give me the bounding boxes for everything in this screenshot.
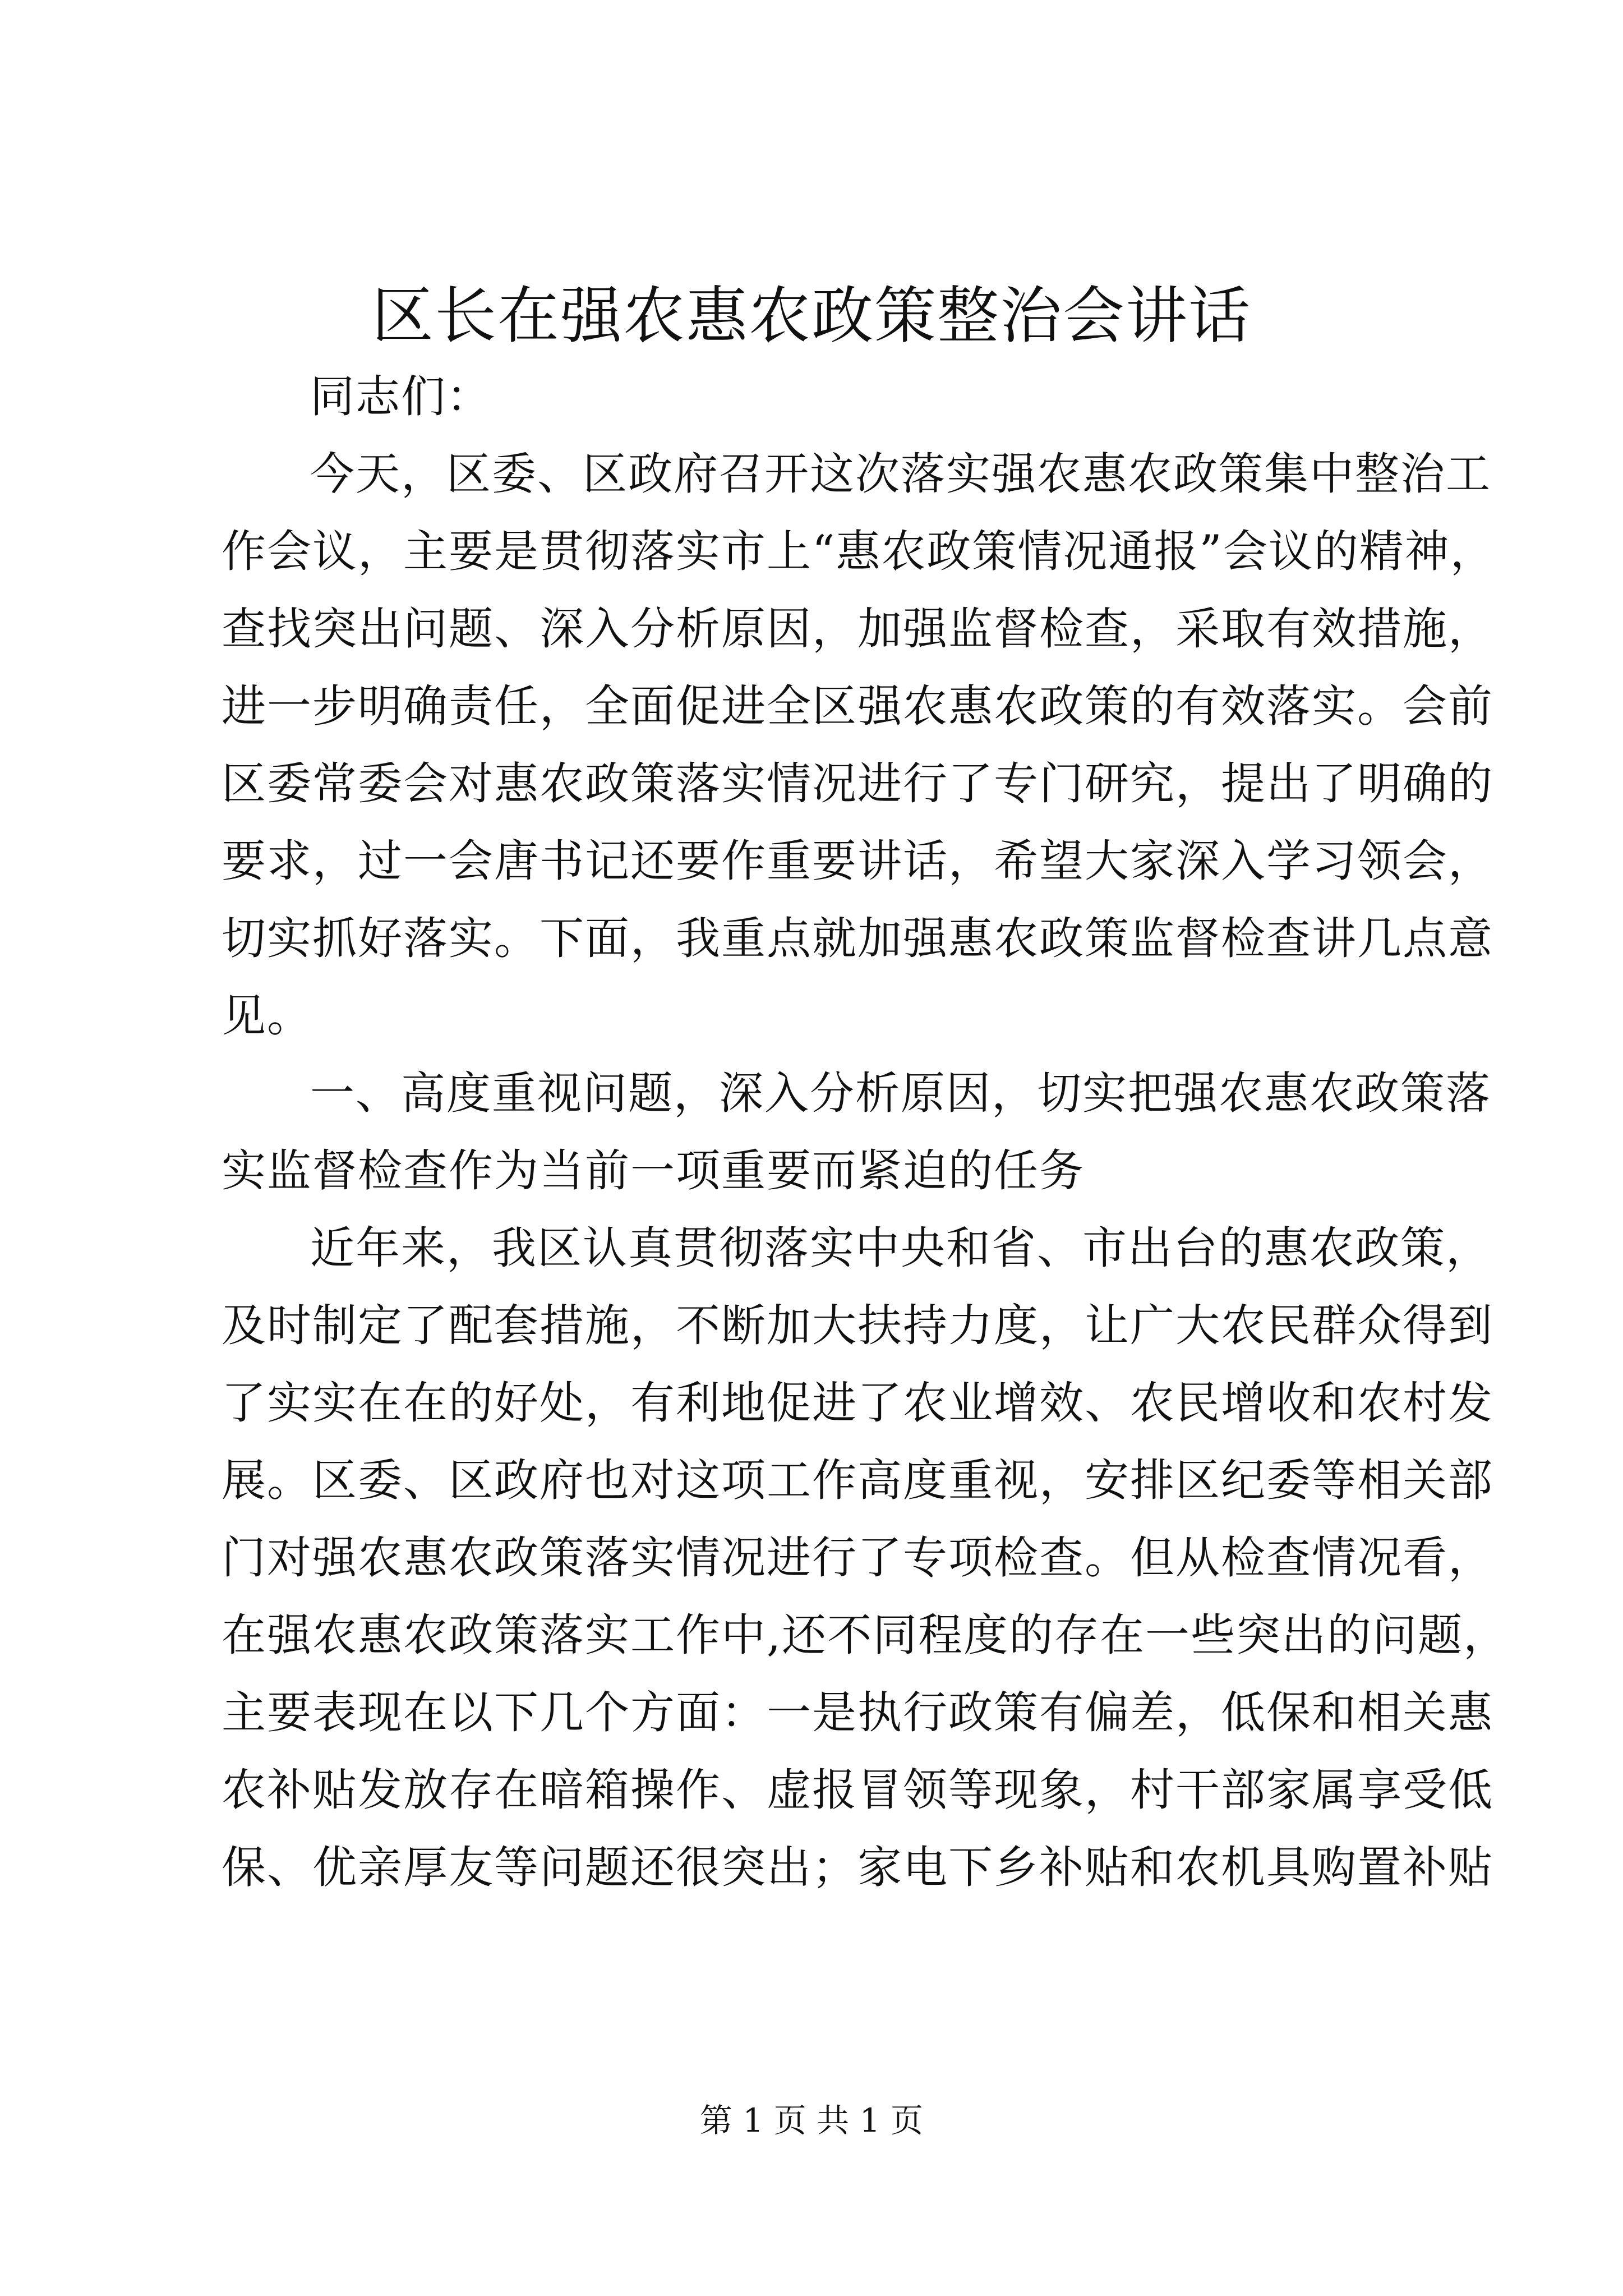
paragraph-line: 切实抓好落实。下面，我重点就加强惠农政策监督检查讲几点意 bbox=[222, 913, 1493, 964]
document-body bbox=[222, 358, 1509, 1906]
paragraph-2 bbox=[222, 1209, 1509, 1906]
paragraph-line: 见。 bbox=[222, 990, 312, 1042]
salutation: 同志们： bbox=[310, 371, 492, 422]
paragraph-line: 今天，区委、区政府召开这次落实强农惠农政策集中整治工 bbox=[310, 448, 1491, 500]
section-heading-1 bbox=[222, 1055, 1491, 1209]
paragraph-line: 进一步明确责任，全面促进全区强农惠农政策的有效落实。会前 bbox=[222, 680, 1493, 732]
paragraph-line: 了实实在在的好处，有利地促进了农业增效、农民增收和农村发 bbox=[222, 1377, 1493, 1429]
paragraph-line: 及时制定了配套措施，不断加大扶持力度，让广大农民群众得到 bbox=[222, 1300, 1493, 1351]
heading-line: 一、高度重视问题，深入分析原因，切实把强农惠农政策落 bbox=[310, 1068, 1491, 1119]
paragraph-line: 在强农惠农政策落实工作中,还不同程度的存在一些突出的问题， bbox=[222, 1609, 1509, 1661]
document-title: 区长在强农惠农政策整治会讲话 bbox=[372, 280, 1251, 352]
heading-line: 实监督检查作为当前一项重要而紧迫的任务 bbox=[222, 1145, 1085, 1197]
paragraph-line: 展。区委、区政府也对这项工作高度重视，安排区纪委等相关部 bbox=[222, 1455, 1493, 1506]
paragraph-line: 保、优亲厚友等问题还很突出；家电下乡补贴和农机具购置补贴 bbox=[222, 1842, 1493, 1893]
paragraph-line: 要求，过一会唐书记还要作重要讲话，希望大家深入学习领会， bbox=[222, 835, 1493, 887]
paragraph-line: 门对强农惠农政策落实情况进行了专项检查。但从检查情况看， bbox=[222, 1532, 1493, 1584]
page-number-footer: 第 1 页 共 1 页 bbox=[700, 2101, 923, 2139]
paragraph-1 bbox=[222, 435, 1496, 1055]
paragraph-line: 农补贴发放存在暗箱操作、虚报冒领等现象，村干部家属享受低 bbox=[222, 1764, 1493, 1816]
paragraph-line: 查找突出问题、深入分析原因，加强监督检查，采取有效措施， bbox=[222, 603, 1493, 655]
paragraph-line: 区委常委会对惠农政策落实情况进行了专门研究，提出了明确的 bbox=[222, 758, 1493, 809]
paragraph-line: 近年来，我区认真贯彻落实中央和省、市出台的惠农政策， bbox=[310, 1222, 1491, 1274]
paragraph-line: 主要表现在以下几个方面：一是执行政策有偏差，低保和相关惠 bbox=[222, 1687, 1493, 1738]
paragraph-line: 作会议，主要是贯彻落实市上“惠农政策情况通报”会议的精神， bbox=[222, 526, 1496, 577]
